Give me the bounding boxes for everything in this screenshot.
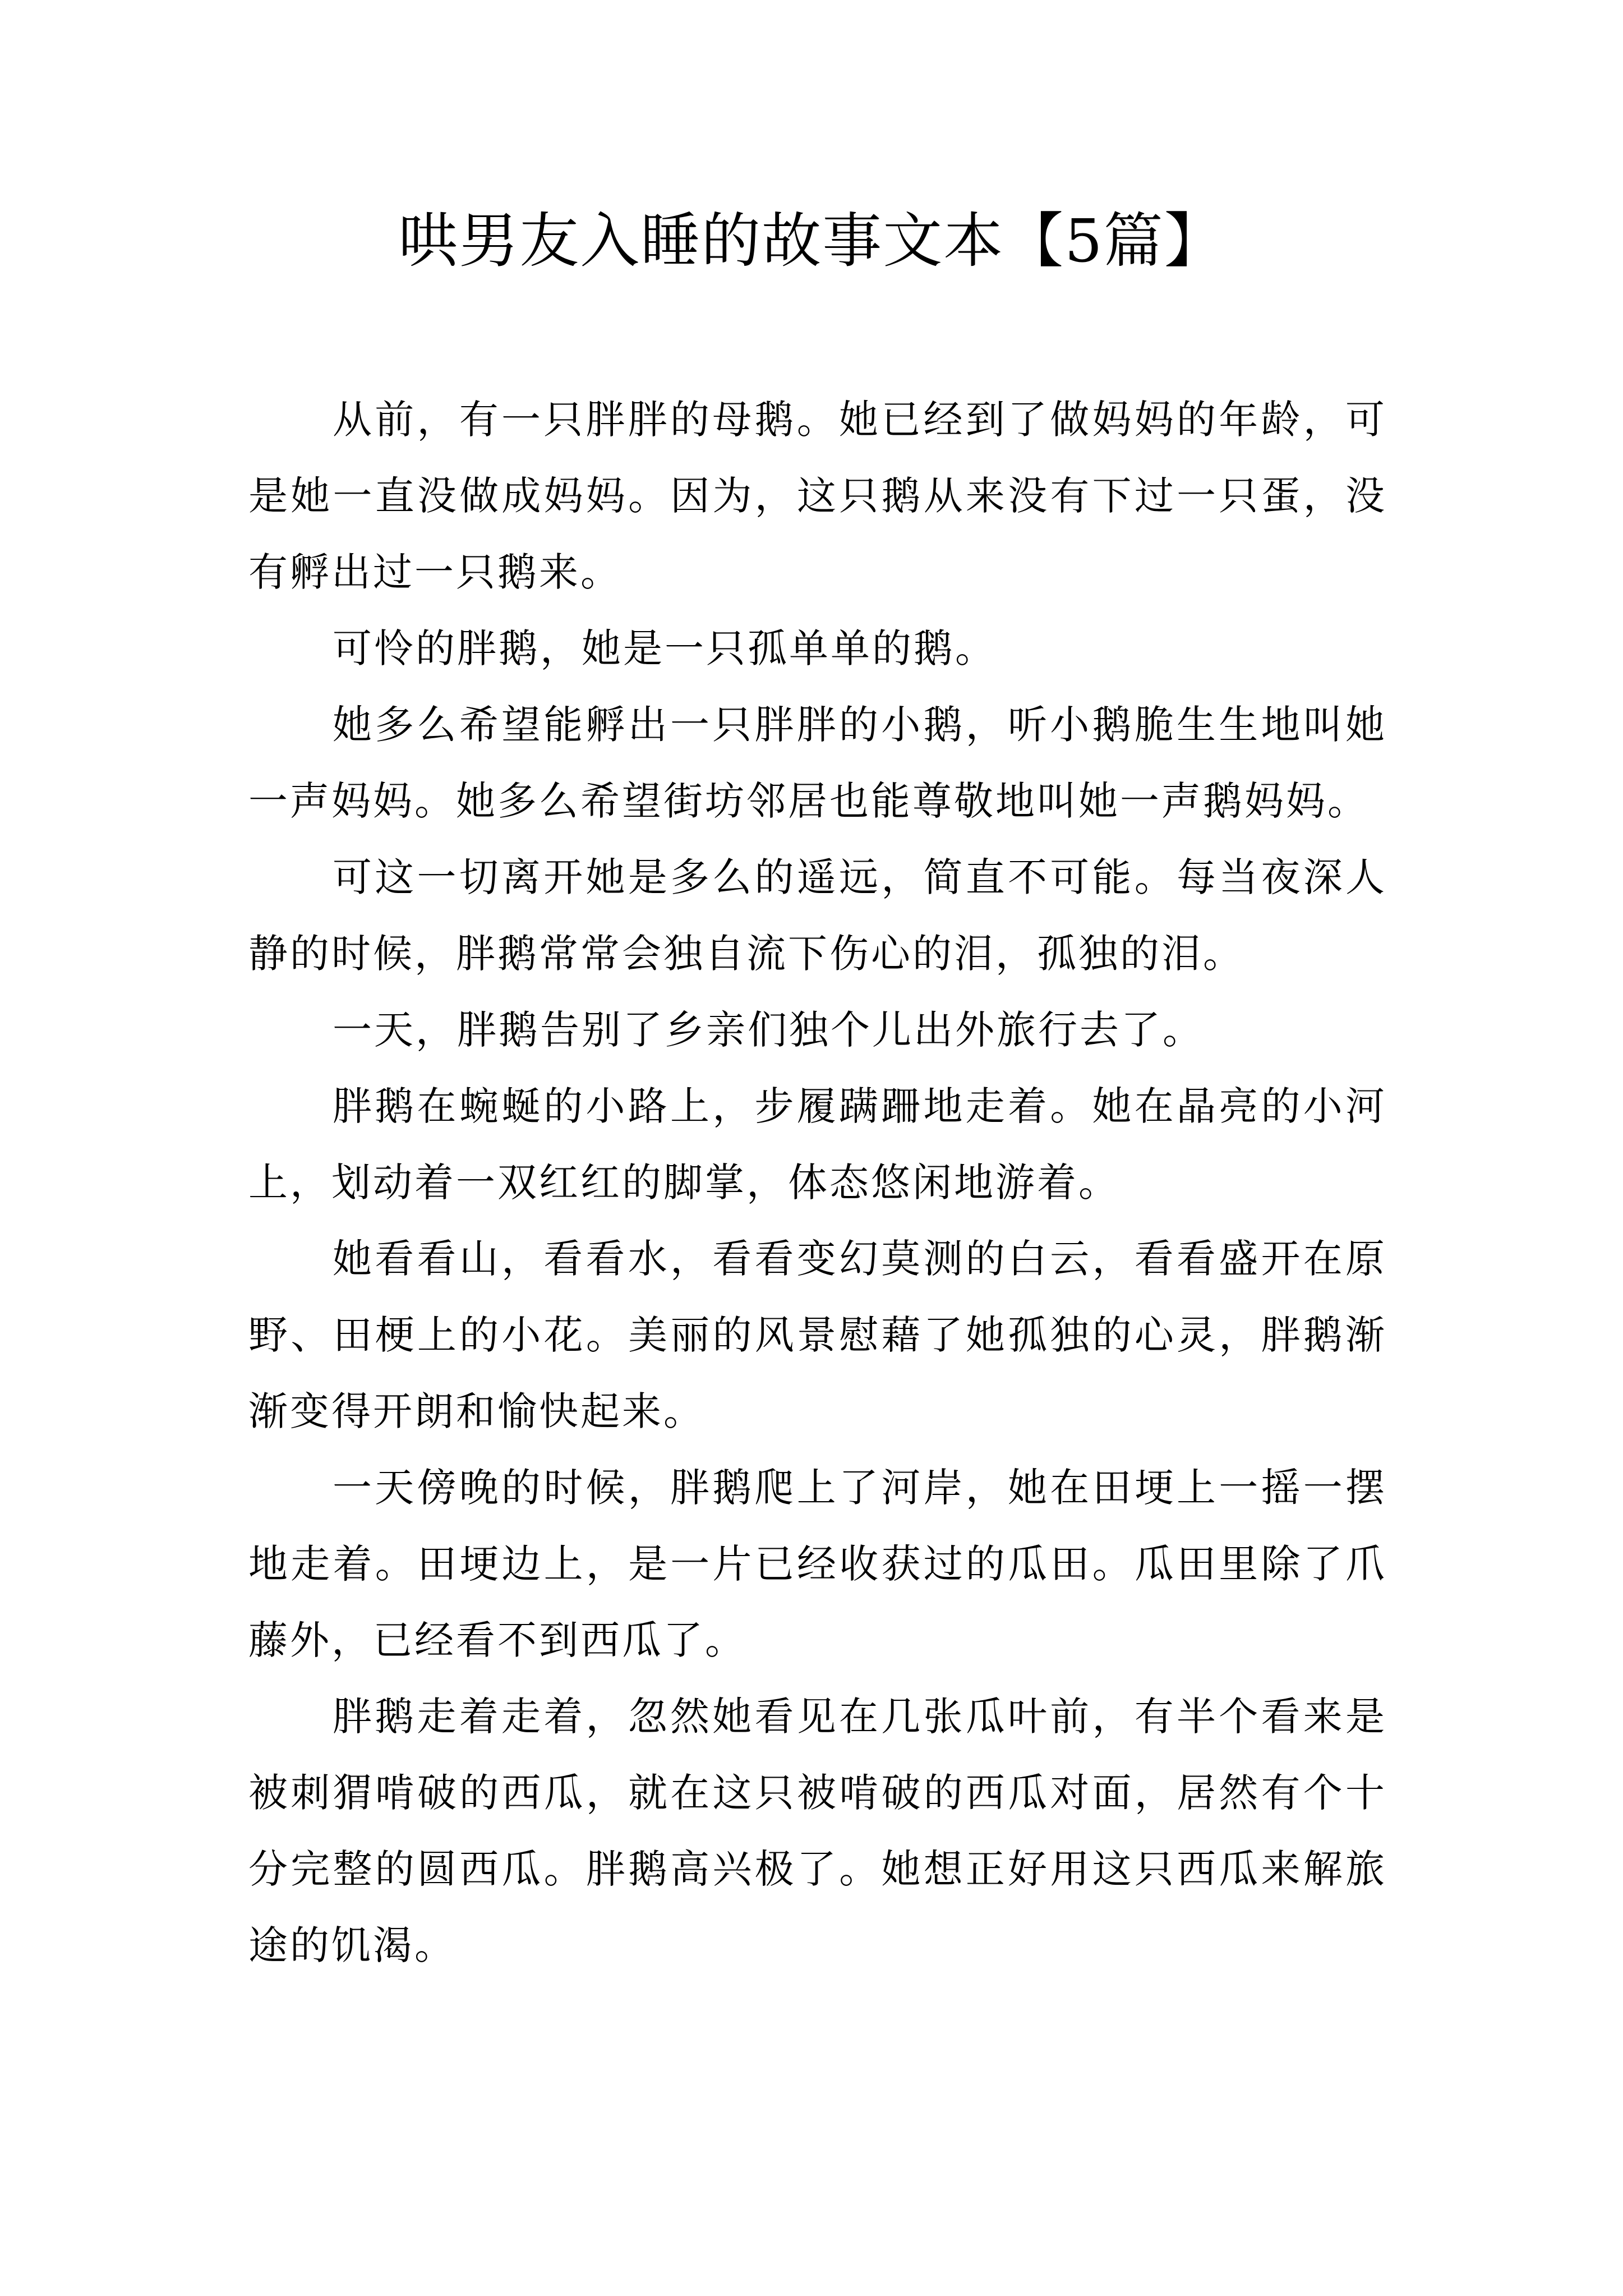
paragraph-1: 从前，有一只胖胖的母鹅。她已经到了做妈妈的年龄，可是她一直没做成妈妈。因为，这只鹅从来没有下过一只蛋，没有孵出过一只鹅来。 [248, 397, 1387, 595]
paragraph-4: 可这一切离开她是多么的遥远，简直不可能。每当夜深人静的时候，胖鹅常常会独自流下伤心的泪，孤独的泪。 [248, 854, 1387, 977]
paragraph-9: 胖鹅走着走着，忽然她看见在几张瓜叶前，有半个看来是被刺猬啃破的西瓜，就在这只被啃破的西瓜对面，居然有个十分完整的圆西瓜。胖鹅高兴极了。她想正好用这只西瓜来解旅途的饥渴。 [248, 1694, 1387, 1968]
paragraph-7: 她看看山，看看水，看看变幻莫测的白云，看看盛开在原野、田梗上的小花。美丽的风景慰藉了她孤独的心灵，胖鹅渐渐变得开朗和愉快起来。 [248, 1236, 1387, 1434]
document-body [248, 381, 1387, 1984]
paragraph-6: 胖鹅在蜿蜒的小路上，步履蹒跚地走着。她在晶亮的小河上，划动着一双红红的脚掌，体态悠闲地游着。 [248, 1083, 1387, 1205]
paragraph-3: 她多么希望能孵出一只胖胖的小鹅，听小鹅脆生生地叫她一声妈妈。她多么希望街坊邻居也能尊敬地叫她一声鹅妈妈。 [248, 702, 1387, 824]
paragraph-8: 一天傍晚的时候，胖鹅爬上了河岸，她在田埂上一摇一摆地走着。田埂边上，是一片已经收获过的瓜田。瓜田里除了爪藤外，已经看不到西瓜了。 [248, 1465, 1387, 1663]
paragraph-2: 可怜的胖鹅，她是一只孤单单的鹅。 [333, 625, 997, 671]
paragraph-5: 一天，胖鹅告别了乡亲们独个儿出外旅行去了。 [333, 1007, 1204, 1053]
document-title: 哄男友入睡的故事文本【5篇】 [398, 206, 1225, 275]
